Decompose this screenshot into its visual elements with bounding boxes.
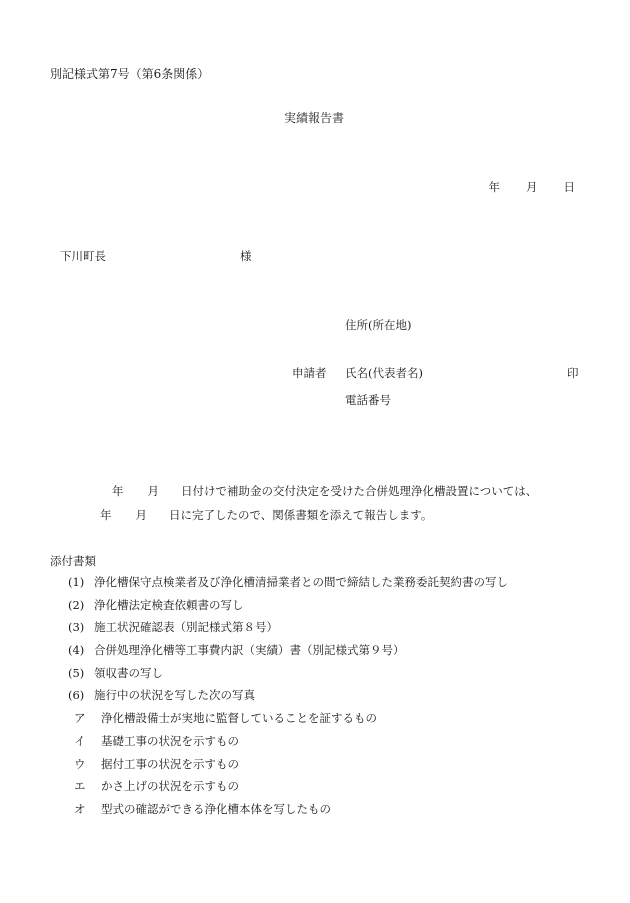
list-item [68,665,508,691]
item-text: かさ上げの状況を示すもの [101,779,239,794]
body-text-line-2 [100,510,432,522]
seal-label: 印 [567,366,579,380]
item-text: 浄化槽法定検査依頼書の写し [94,597,244,612]
item-number: (6) [68,688,85,703]
report-date [489,182,576,194]
body-text: 日付けで補助金の交付決定を受けた合併処理浄化槽設置については、 [181,484,538,498]
list-item [74,781,377,804]
item-mark: ウ [74,756,86,771]
list-item [68,645,508,668]
addressee-name: 下川町長 [60,249,106,263]
body-year-label: 年 [112,484,124,498]
list-item [68,597,508,623]
photo-items-list [74,713,377,827]
applicant-label: 申請者 [292,366,327,380]
list-item [74,756,377,782]
body-month-label: 月 [147,484,159,498]
item-mark: ア [74,711,86,725]
list-item [68,690,508,713]
name-label: 氏名(代表者名) [345,366,423,380]
phone-label: 電話番号 [345,393,391,407]
item-mark: エ [74,779,86,794]
item-text: 基礎工事の状況を示すもの [101,733,239,748]
page-title: 実績報告書 [284,111,345,125]
list-item [68,577,508,600]
body-text-line-1 [112,486,537,498]
date-day-label: 日 [563,180,575,194]
item-text: 型式の確認ができる浄化槽本体を写したもの [101,802,331,817]
list-item [68,622,508,645]
item-number: (2) [68,597,85,612]
list-item [74,713,377,736]
date-month-label: 月 [526,180,538,194]
date-year-label: 年 [488,180,500,194]
attachments-heading: 添付書類 [50,554,96,568]
item-mark: オ [74,802,86,817]
item-mark: イ [74,733,86,748]
item-text: 施行中の状況を写した次の写真 [94,688,255,703]
addressee-honorific: 様 [240,249,252,263]
item-number: (3) [68,620,85,635]
item-number: (1) [68,575,85,589]
body-year-label: 年 [100,508,112,522]
item-text: 据付工事の状況を示すもの [101,756,239,771]
body-text: 日に完了したので、関係書類を添えて報告します。 [169,508,433,522]
address-label: 住所(所在地) [345,318,412,332]
item-text: 合併処理浄化槽等工事費内訳（実績）書（別記様式第９号） [94,643,405,658]
list-item [74,804,377,827]
list-item [74,733,377,759]
item-text: 浄化槽保守点検業者及び浄化槽清掃業者との間で締結した業務委託契約書の写し [94,575,508,589]
item-text: 浄化槽設備士が実地に監督していることを証するもの [101,711,377,725]
form-number: 別記様式第7号（第6条関係） [50,67,210,81]
item-text: 領収書の写し [94,665,163,680]
body-month-label: 月 [135,508,147,522]
attachments-list [68,577,508,713]
item-text: 施工状況確認表（別記様式第８号） [94,620,278,635]
item-number: (5) [68,665,85,680]
item-number: (4) [68,643,85,658]
